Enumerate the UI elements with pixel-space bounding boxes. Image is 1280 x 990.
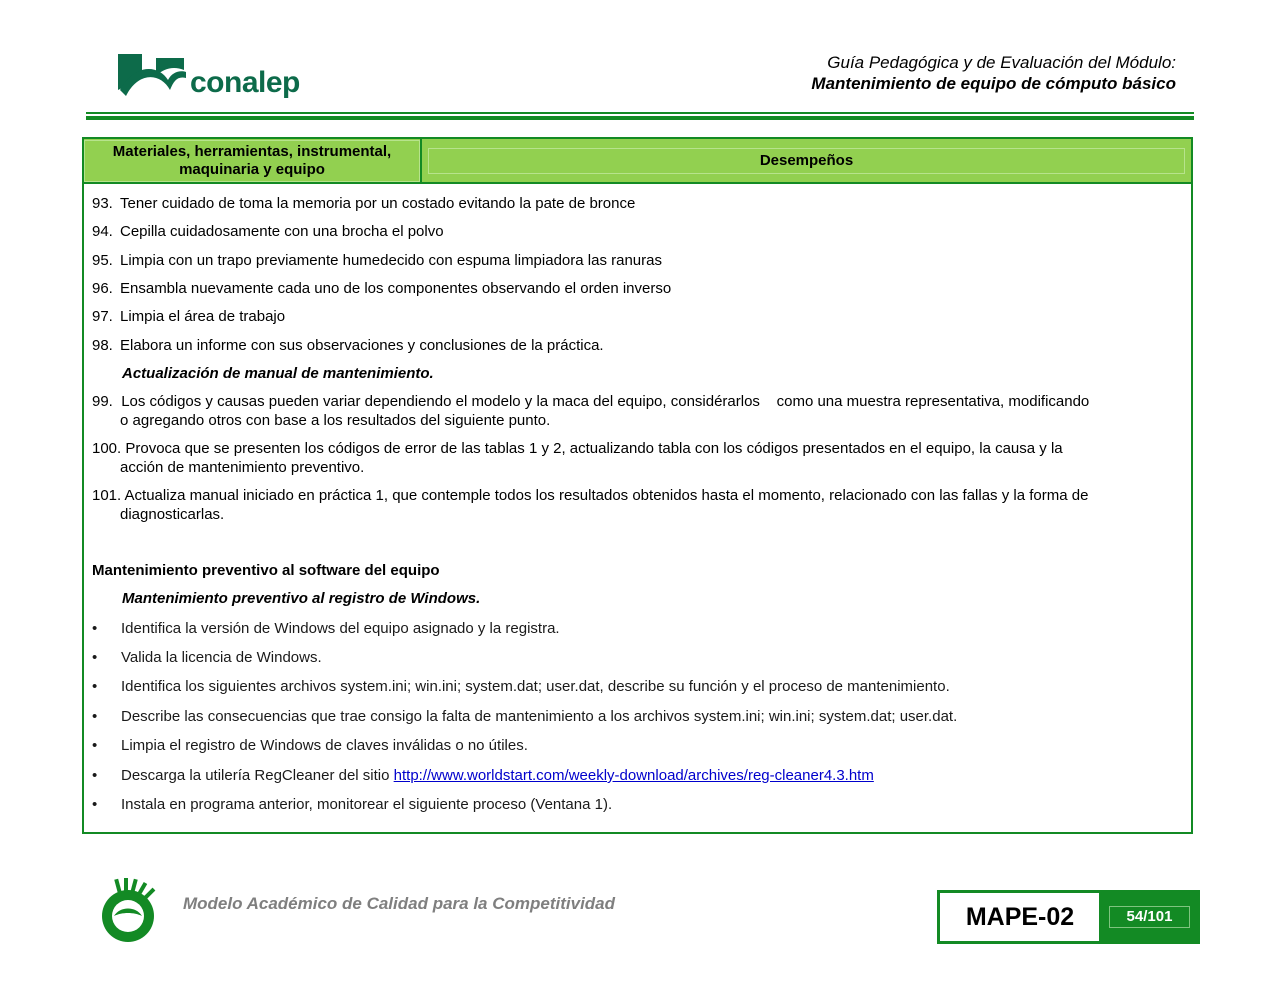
document-code: MAPE-02 [937,890,1103,944]
performance-table [82,137,1193,834]
list-item: 100. Provoca que se presenten los códigos de error de las tablas 1 y 2, actualizando tabla con los códigos presentados en el equipo, la causa y la acción de mantenimiento preventivo. [92,440,1063,476]
page-number: 54/101 [1109,906,1190,928]
bullet-item: • Identifica los siguientes archivos system.ini; win.ini; system.dat; user.dat, describe su función y el proceso de mantenimiento. [92,678,950,695]
header-rule-thick [86,116,1194,120]
column-header-performance: Desempeños [422,139,1191,182]
subheading-registry: Mantenimiento preventivo al registro de Windows. [122,590,481,607]
page-number-box [1099,890,1200,944]
bullet-item: • Instala en programa anterior, monitorear el siguiente proceso (Ventana 1). [92,796,613,813]
list-item: 95. Limpia con un trapo previamente humedecido con espuma limpiadora las ranuras [92,252,662,269]
subheading-manual-update: Actualización de manual de mantenimiento. [122,365,434,382]
logo-wordmark: conalep [190,66,300,99]
title-line-1: Guía Pedagógica y de Evaluación del Módulo: [827,53,1176,72]
section-heading-software: Mantenimiento preventivo al software del equipo [92,562,440,579]
header-rule-thin [86,112,1194,114]
list-item: 96. Ensambla nuevamente cada uno de los componentes observando el orden inverso [92,280,672,297]
bullet-item: • Descarga la utilería RegCleaner del sitio http://www.worldstart.com/weekly-download/archives/reg-cleaner4.3.htm [92,767,874,784]
column-header-materials: Materiales, herramientas, instrumental, maquinaria y equipo [84,139,422,182]
bullet-item: • Identifica la versión de Windows del equipo asignado y la registra. [92,620,560,637]
list-item: 97. Limpia el área de trabajo [92,308,286,325]
table-header-row [84,139,1191,184]
regcleaner-download-link[interactable]: http://www.worldstart.com/weekly-download/archives/reg-cleaner4.3.htm [393,767,874,784]
bullet-item: • Valida la licencia de Windows. [92,649,322,666]
document-title [811,52,1176,94]
footer-slogan: Modelo Académico de Calidad para la Competitividad [183,894,616,913]
title-line-2: Mantenimiento de equipo de cómputo básico [811,74,1176,93]
conalep-logo [112,50,312,110]
list-item: 99. Los códigos y causas pueden variar dependiendo el modelo y la maca del equipo, considérarlos como una muestra representativa, modificando o agregando otros con base a los resultados del siguiente punto. [92,393,1090,429]
conalep-emblem-icon [112,50,188,100]
modelo-academico-seal-icon [94,876,164,946]
list-item: 93. Tener cuidado de toma la memoria por un costado evitando la pate de bronce [92,195,636,212]
bullet-item: • Limpia el registro de Windows de claves inválidas o no útiles. [92,737,528,754]
list-item: 94. Cepilla cuidadosamente con una brocha el polvo [92,223,444,240]
list-item: 101. Actualiza manual iniciado en práctica 1, que contemple todos los resultados obtenidos hasta el momento, relacionado con las fallas y la forma de diagnosticarlas. [92,487,1089,523]
bullet-item: • Describe las consecuencias que trae consigo la falta de mantenimiento a los archivos system.ini; win.ini; system.dat; user.dat. [92,708,958,725]
list-item: 98. Elabora un informe con sus observaciones y conclusiones de la práctica. [92,337,604,354]
